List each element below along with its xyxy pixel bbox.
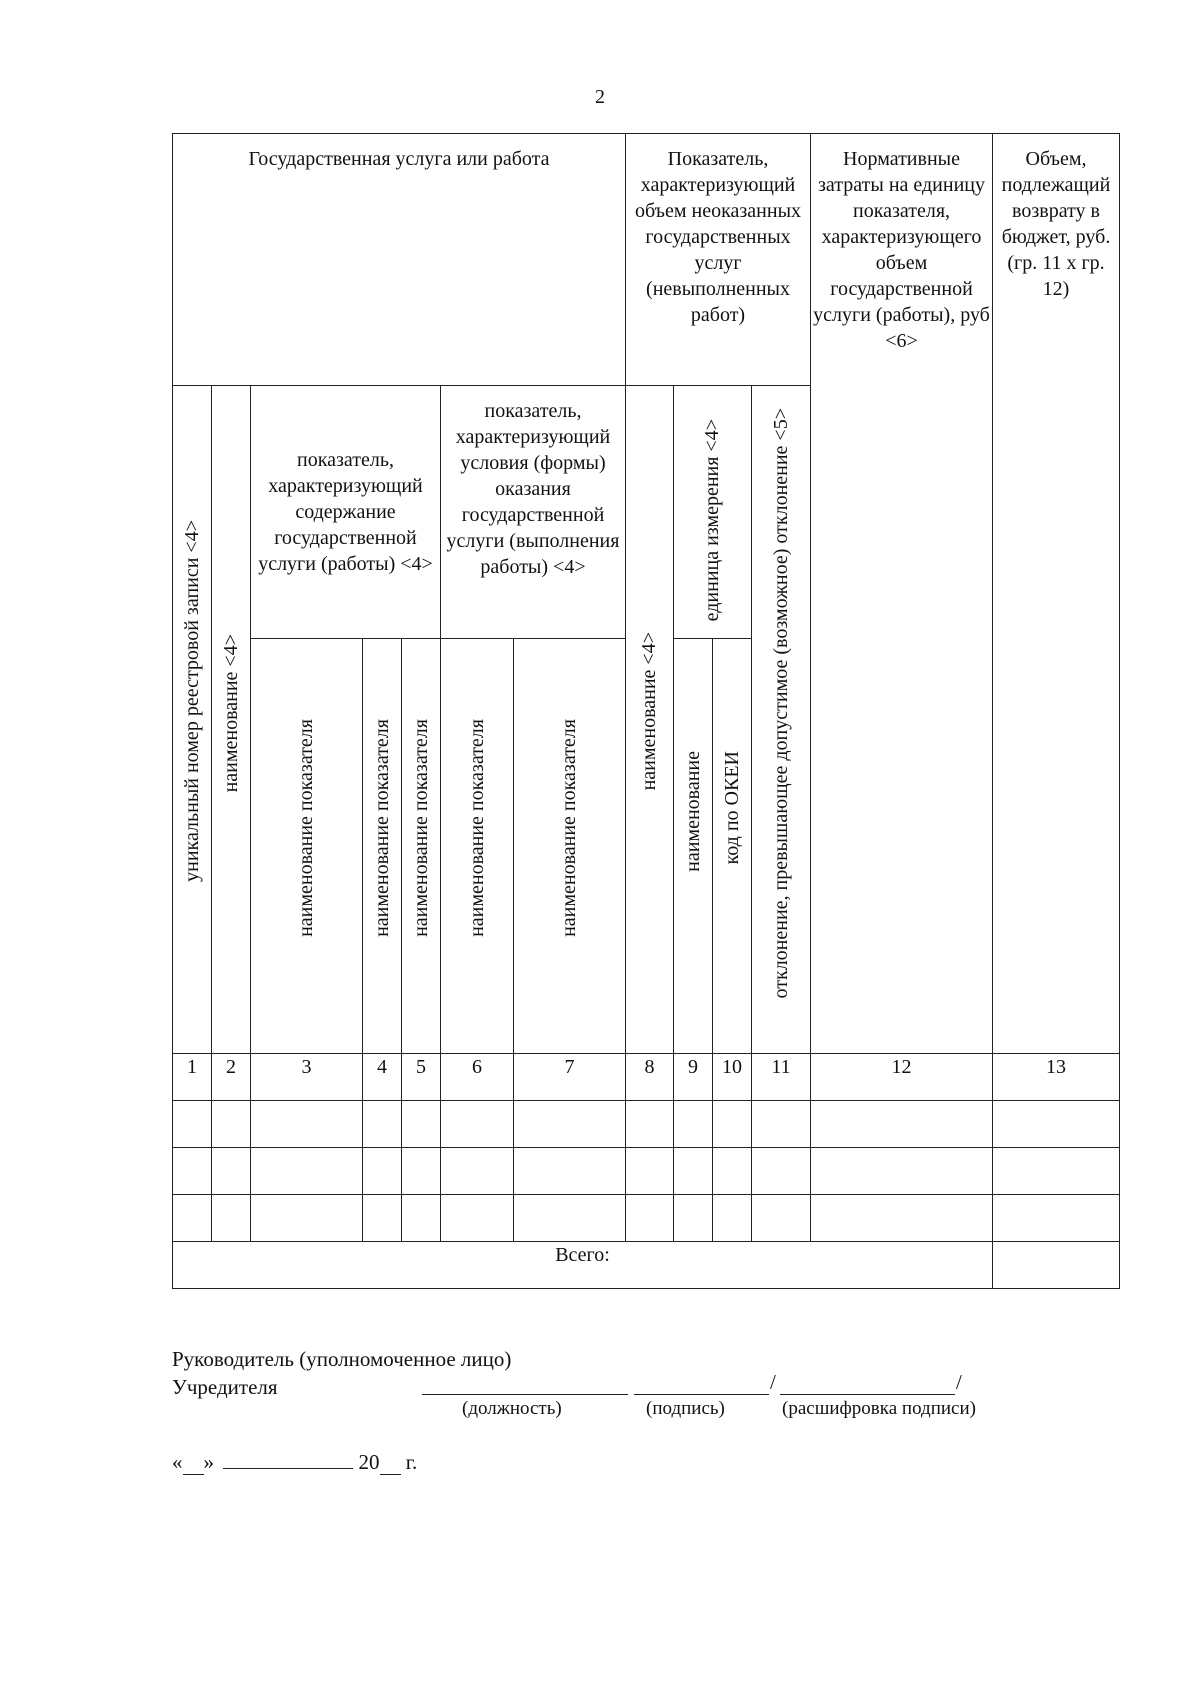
table-cell[interactable] (674, 1101, 713, 1148)
table-cell[interactable] (752, 1148, 811, 1195)
total-value-cell[interactable] (993, 1242, 1120, 1289)
signature-separator-end: / (956, 1370, 962, 1394)
header-name: наименование <4> (212, 386, 251, 1054)
table-row (173, 1148, 1120, 1195)
table-cell[interactable] (811, 1195, 993, 1242)
caption-signature: (подпись) (646, 1398, 725, 1419)
column-number: 9 (674, 1054, 713, 1101)
table-cell[interactable] (514, 1195, 626, 1242)
header-norm-costs: Нормативные затраты на единицу показателя, характеризующего объем государственной услуги (работы), руб <6> (811, 134, 993, 1054)
table-cell[interactable] (514, 1101, 626, 1148)
table-cell[interactable] (811, 1148, 993, 1195)
table-row (173, 1195, 1120, 1242)
header-indicator-name-6: наименование показателя (441, 639, 514, 1054)
table-cell[interactable] (626, 1195, 674, 1242)
header-content-indicator: показатель, характеризующий содержание государственной услуги (работы) <4> (251, 386, 441, 639)
table-cell[interactable] (713, 1101, 752, 1148)
table-cell[interactable] (626, 1148, 674, 1195)
table-cell[interactable] (674, 1148, 713, 1195)
signature-role-line2: Учредителя (172, 1375, 278, 1399)
table-cell[interactable] (251, 1148, 363, 1195)
date-year-blank[interactable] (380, 1450, 401, 1475)
table-cell[interactable] (173, 1195, 212, 1242)
date-line (172, 1450, 417, 1475)
table-cell[interactable] (811, 1101, 993, 1148)
column-number: 1 (173, 1054, 212, 1101)
total-label: Всего: (173, 1242, 993, 1289)
table-cell[interactable] (212, 1195, 251, 1242)
date-close-quote: » (203, 1450, 214, 1474)
table-cell[interactable] (212, 1148, 251, 1195)
date-year-suffix: г. (405, 1450, 418, 1474)
header-unit-name: наименование (674, 639, 713, 1054)
header-indicator-name: наименование <4> (626, 386, 674, 1054)
table-cell[interactable] (251, 1101, 363, 1148)
table-cell[interactable] (993, 1148, 1120, 1195)
table-cell[interactable] (713, 1195, 752, 1242)
column-number: 3 (251, 1054, 363, 1101)
header-volume-return: Объем, подлежащий возврату в бюджет, руб. (гр. 11 х гр. 12) (993, 134, 1120, 1054)
header-registry-number: уникальный номер реестровой записи <4> (173, 386, 212, 1054)
column-number: 13 (993, 1054, 1120, 1101)
table-cell[interactable] (993, 1101, 1120, 1148)
table-cell[interactable] (626, 1101, 674, 1148)
header-deviation: отклонение, превышающее допустимое (возможное) отклонение <5> (752, 386, 811, 1054)
date-month-blank[interactable] (223, 1450, 353, 1469)
date-year-prefix: 20 (358, 1450, 380, 1474)
table-cell[interactable] (402, 1195, 441, 1242)
column-number: 4 (363, 1054, 402, 1101)
table-cell[interactable] (173, 1148, 212, 1195)
table-cell[interactable] (212, 1101, 251, 1148)
header-unit: единица измерения <4> (674, 386, 752, 639)
table-cell[interactable] (441, 1101, 514, 1148)
column-number: 2 (212, 1054, 251, 1101)
header-indicator-name-4: наименование показателя (363, 639, 402, 1054)
header-indicator-name-5: наименование показателя (402, 639, 441, 1054)
table-cell[interactable] (441, 1148, 514, 1195)
signature-separator: / (770, 1370, 776, 1394)
table-cell[interactable] (402, 1101, 441, 1148)
table-cell[interactable] (674, 1195, 713, 1242)
header-conditions-indicator: показатель, характеризующий условия (формы) оказания государственной услуги (выполнения работы) <4> (441, 386, 626, 639)
table-cell[interactable] (514, 1148, 626, 1195)
column-number: 8 (626, 1054, 674, 1101)
header-indicator-name-3: наименование показателя (251, 639, 363, 1054)
table-cell[interactable] (251, 1195, 363, 1242)
header-indicator-name-7: наименование показателя (514, 639, 626, 1054)
table-cell[interactable] (173, 1101, 212, 1148)
table-cell[interactable] (441, 1195, 514, 1242)
column-number: 11 (752, 1054, 811, 1101)
table-cell[interactable] (713, 1148, 752, 1195)
header-unit-code: код по ОКЕИ (713, 639, 752, 1054)
decoding-blank-line[interactable] (780, 1394, 955, 1395)
caption-decoding: (расшифровка подписи) (782, 1398, 976, 1419)
report-table (172, 133, 1120, 1289)
table-cell[interactable] (363, 1195, 402, 1242)
signature-blank-line[interactable] (634, 1394, 769, 1395)
date-open-quote: « (172, 1450, 183, 1474)
position-blank-line[interactable] (422, 1394, 628, 1395)
date-day-blank[interactable] (183, 1450, 204, 1475)
column-number: 5 (402, 1054, 441, 1101)
signature-role (172, 1345, 511, 1401)
table-row (173, 1101, 1120, 1148)
header-service: Государственная услуга или работа (173, 134, 626, 386)
signature-role-line1: Руководитель (уполномоченное лицо) (172, 1347, 512, 1371)
table-cell[interactable] (993, 1195, 1120, 1242)
column-number: 7 (514, 1054, 626, 1101)
total-row (173, 1242, 1120, 1289)
table-cell[interactable] (363, 1101, 402, 1148)
column-number: 10 (713, 1054, 752, 1101)
table-cell[interactable] (402, 1148, 441, 1195)
column-number: 6 (441, 1054, 514, 1101)
caption-position: (должность) (462, 1398, 562, 1419)
column-number: 12 (811, 1054, 993, 1101)
column-numbers-row (173, 1054, 1120, 1101)
table-cell[interactable] (752, 1195, 811, 1242)
page-number: 2 (595, 86, 605, 108)
table-cell[interactable] (363, 1148, 402, 1195)
header-indicator-volume: Показатель, характеризующий объем неоказанных государственных услуг (невыполненных работ) (626, 134, 811, 386)
table-cell[interactable] (752, 1101, 811, 1148)
